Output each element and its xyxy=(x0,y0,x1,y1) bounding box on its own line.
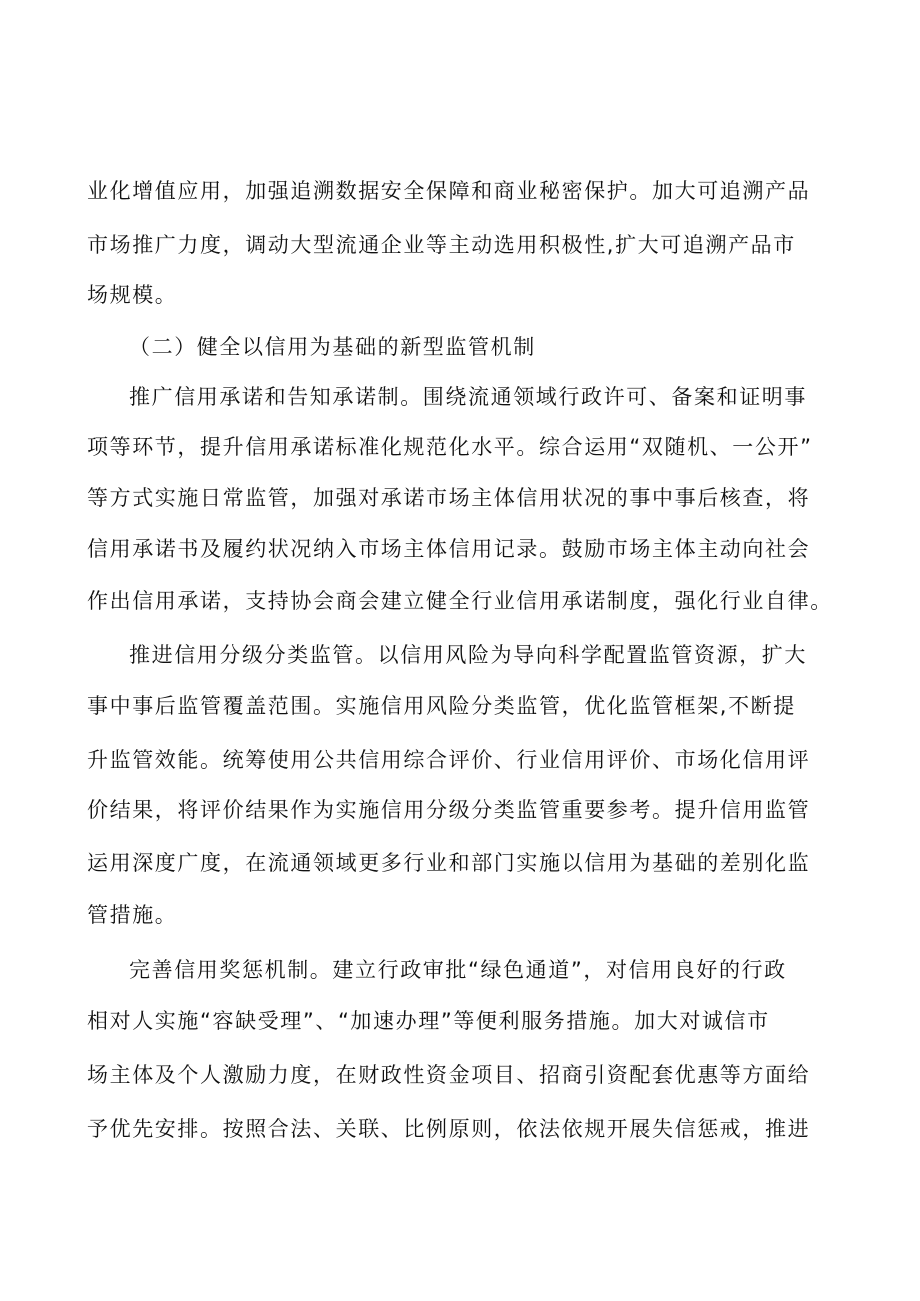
paragraph-line: 场规模。 xyxy=(87,283,178,307)
section-heading: （二）健全以信用为基础的新型监管机制 xyxy=(129,335,536,359)
paragraph-line: 推广信用承诺和告知承诺制。围绕流通领域行政许可、备案和证明事 xyxy=(129,385,807,409)
paragraph-line: 场主体及个人激励力度，在财政性资金项目、招商引资配套优惠等方面给 xyxy=(87,1063,811,1087)
paragraph-line: 升监管效能。统筹使用公共信用综合评价、行业信用评价、市场化信用评 xyxy=(87,748,811,772)
paragraph-line: 完善信用奖惩机制。建立行政审批“绿色通道”，对信用良好的行政 xyxy=(129,958,787,982)
paragraph-line: 等方式实施日常监管，加强对承诺市场主体信用状况的事中事后核查，将 xyxy=(87,486,811,510)
paragraph-line: 业化增值应用，加强追溯数据安全保障和商业秘密保护。加大可追溯产品 xyxy=(87,179,811,203)
paragraph-line: 信用承诺书及履约状况纳入市场主体信用记录。鼓励市场主体主动向社会 xyxy=(87,537,811,561)
paragraph-line: 作出信用承诺，支持协会商会建立健全行业信用承诺制度，强化行业自律。 xyxy=(87,589,833,613)
paragraph-line: 项等环节，提升信用承诺标准化规范化水平。综合运用“双随机、一公开” xyxy=(87,435,813,459)
paragraph-line: 推进信用分级分类监管。以信用风险为导向科学配置监管资源，扩大 xyxy=(129,643,807,667)
paragraph-line: 运用深度广度，在流通领域更多行业和部门实施以信用为基础的差别化监 xyxy=(87,851,811,875)
paragraph-line: 市场推广力度，调动大型流通企业等主动选用积极性,扩大可追溯产品市 xyxy=(87,233,796,257)
paragraph-line: 事中事后监管覆盖范围。实施信用风险分类监管，优化监管框架,不断提 xyxy=(87,694,796,718)
paragraph-line: 予优先安排。按照合法、关联、比例原则，依法依规开展失信惩戒，推进 xyxy=(87,1117,811,1141)
paragraph-line: 价结果，将评价结果作为实施信用分级分类监管重要参考。提升信用监管 xyxy=(87,798,811,822)
paragraph-line: 管措施。 xyxy=(87,903,178,927)
paragraph-line: 相对人实施“容缺受理”、“加速办理”等便利服务措施。加大对诚信市 xyxy=(87,1009,770,1033)
